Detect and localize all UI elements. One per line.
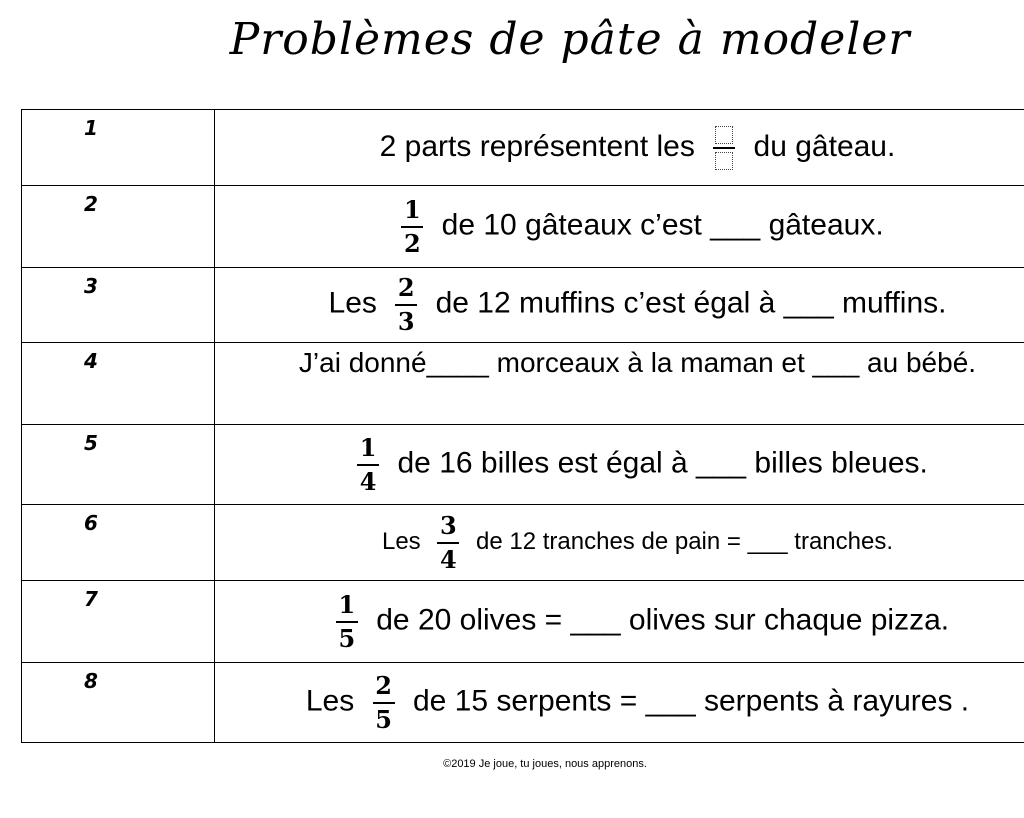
fraction-bar (357, 464, 379, 466)
problem-text-after: du gâteau. (753, 129, 896, 163)
problem-number: 8 (22, 663, 215, 743)
fraction-numerator: 1 (338, 589, 356, 619)
problem-text-after: de 20 olives = ___ olives sur chaque pizza. (376, 603, 950, 637)
fraction (373, 672, 395, 733)
fraction-numerator: 3 (440, 510, 457, 540)
problem-number: 4 (22, 343, 215, 425)
table-row (22, 505, 1024, 581)
problem-text: J’ai donné____ morceaux à la maman et ___ au bébé. (215, 343, 1024, 425)
fraction-bar (437, 542, 459, 544)
problem-text (215, 581, 1024, 663)
problem-number: 3 (22, 268, 215, 343)
fraction-numerator: 2 (375, 670, 392, 700)
problem-text-after: de 12 tranches de pain = ___ tranches. (476, 527, 893, 555)
table-row (22, 663, 1024, 743)
fraction-denominator: 3 (397, 307, 415, 336)
fraction-denominator: 5 (375, 704, 392, 734)
fraction-bar (373, 702, 395, 704)
page-title: Problèmes de pâte à modeler (229, 14, 911, 65)
problem-number: 6 (22, 505, 215, 581)
denominator-blank-box[interactable] (715, 152, 733, 170)
problem-text (215, 663, 1024, 743)
fraction-denominator: 5 (338, 623, 356, 653)
problem-text (215, 425, 1024, 505)
problems-table (21, 109, 1024, 743)
fraction-numerator: 1 (359, 432, 377, 462)
problem-number: 5 (22, 425, 215, 505)
problem-text-after: de 12 muffins c’est égal à ___ muffins. (435, 286, 947, 320)
fraction-bar (401, 226, 423, 228)
problem-number: 2 (22, 186, 215, 268)
problem-text-after: de 10 gâteaux c’est ___ gâteaux. (441, 208, 884, 242)
table-row (22, 186, 1024, 268)
fraction-denominator: 2 (403, 228, 421, 258)
fraction-denominator: 4 (440, 544, 457, 574)
numerator-blank-box[interactable] (715, 126, 733, 144)
fraction-numerator: 2 (397, 273, 415, 303)
table-row (22, 110, 1024, 186)
fraction-bar (336, 621, 358, 623)
table-row (22, 268, 1024, 343)
problem-text-before: Les (328, 286, 377, 320)
table-row (22, 343, 1024, 425)
problem-text-before: 2 parts représentent les (379, 129, 695, 163)
fraction (336, 591, 358, 652)
copyright-footer: ©2019 Je joue, tu joues, nous apprenons. (443, 758, 647, 770)
problem-number: 7 (22, 581, 215, 663)
fraction-denominator: 4 (359, 466, 377, 496)
problem-text-before: Les (305, 684, 355, 718)
fraction (437, 512, 459, 573)
blank-fraction[interactable] (713, 125, 735, 171)
fraction (395, 274, 417, 335)
problem-text-after: de 15 serpents = ___ serpents à rayures . (412, 684, 970, 718)
table-row (22, 425, 1024, 505)
problem-text (215, 186, 1024, 268)
table-row (22, 581, 1024, 663)
problem-text-after: de 16 billes est égal à ___ billes bleues. (397, 446, 928, 480)
fraction (401, 196, 423, 257)
problem-text (215, 505, 1024, 581)
problem-text (215, 110, 1024, 186)
problem-text (215, 268, 1024, 343)
fraction-bar (395, 304, 417, 306)
problem-text-before: Les (381, 527, 421, 555)
fraction-bar (713, 147, 735, 149)
problem-number: 1 (22, 110, 215, 186)
fraction-numerator: 1 (403, 194, 421, 224)
fraction (357, 434, 379, 495)
